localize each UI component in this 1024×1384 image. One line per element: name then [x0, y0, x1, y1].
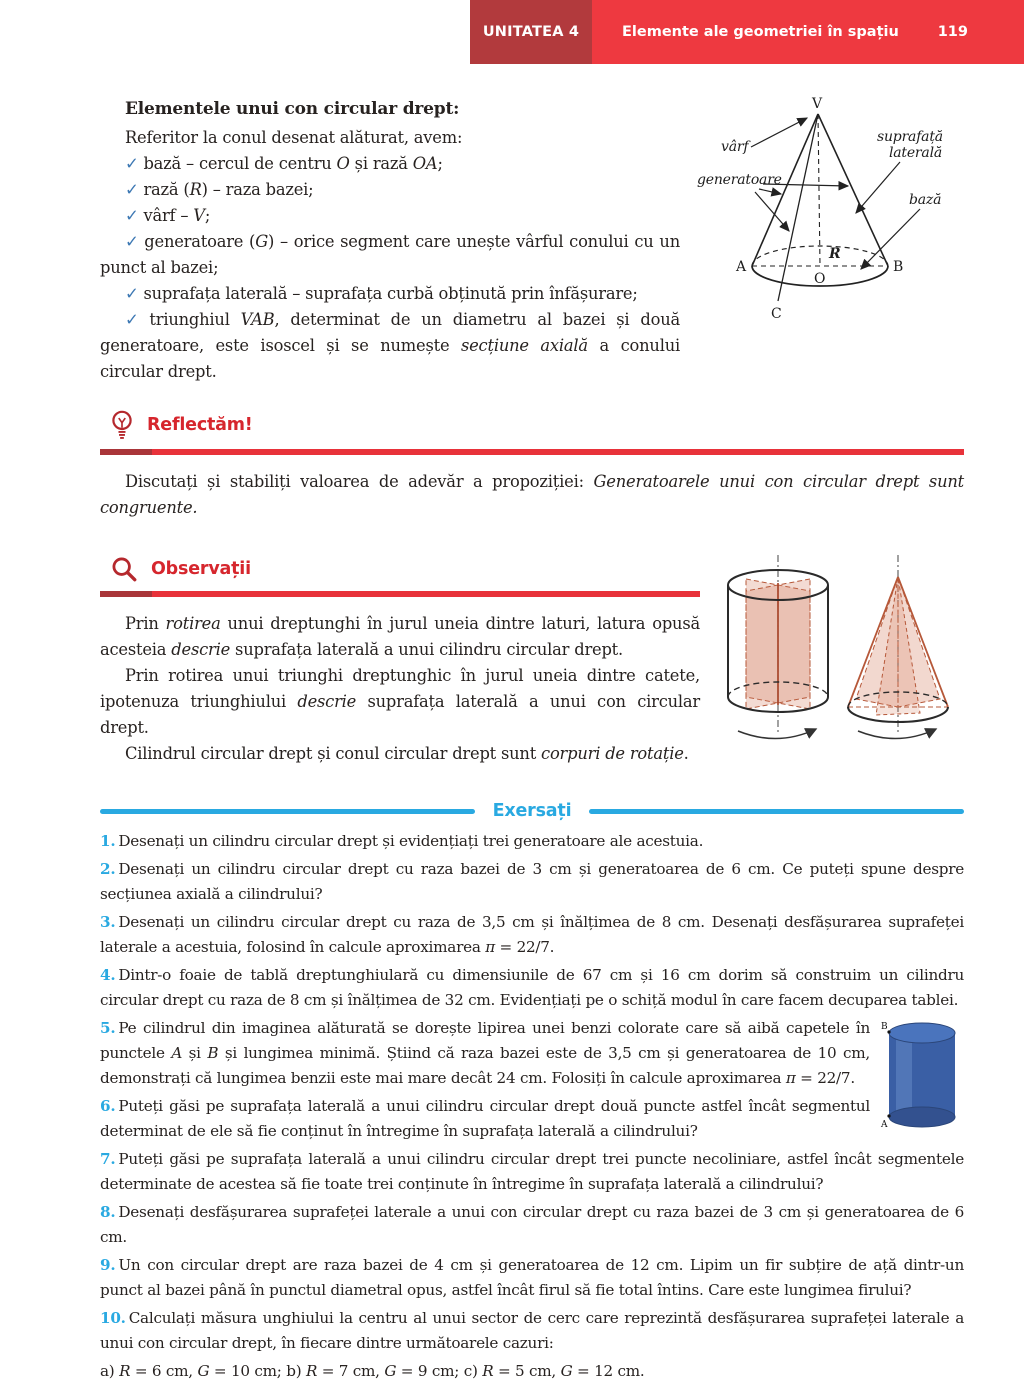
cone-label-laterala: laterală — [889, 145, 942, 161]
cone-diagram — [692, 94, 964, 332]
exercise-text: Calculați măsura unghiului la centru al unui sector de cerc care reprezintă desfășurarea suprafeței laterale a unui con circular drept, în fiecare dintre următoarele cazuri: — [100, 1309, 964, 1352]
exercise-item — [100, 1094, 964, 1144]
check-icon: ✓ — [125, 154, 139, 173]
intro-lead: Referitor la conul desenat alăturat, avem: — [125, 128, 463, 147]
exercise-cases: a) R = 6 cm, G = 10 cm; b) R = 7 cm, G = 9 cm; c) R = 5 cm, G = 12 cm. — [100, 1362, 645, 1380]
chapter-title: Elemente ale geometriei în spațiu — [622, 24, 899, 40]
exercise-number: 10. — [100, 1309, 126, 1327]
lightbulb-icon — [110, 409, 134, 441]
exercise-number: 1. — [100, 832, 116, 850]
exercise-number: 3. — [100, 913, 116, 931]
exercises-divider-left — [100, 809, 475, 814]
exercise-item — [100, 1200, 964, 1250]
reflect-title: Reflectăm! — [147, 415, 253, 435]
cone-label-r: R — [829, 246, 841, 262]
exercise-group-5-6 — [100, 1016, 964, 1144]
check-icon: ✓ — [125, 206, 139, 225]
exercise-item — [100, 1306, 964, 1356]
exercise-item — [100, 829, 964, 854]
cone-point-o: O — [814, 271, 826, 287]
rotation-diagram — [716, 549, 964, 757]
exercise-text: Un con circular drept are raza bazei de 4 cm și generatoarea de 12 cm. Lipim un fir subțire de ață dintr-un punct al bazei până în punctul diametral opus, astfel încât firul să fie total întins. Care este lungimea firului? — [100, 1256, 964, 1299]
exercises-list — [100, 829, 964, 1384]
reflect-divider — [100, 449, 964, 455]
unit-tab — [470, 0, 592, 64]
intro-item-text: bază – cercul de centru O și rază OA; — [143, 154, 443, 173]
exercise-item — [100, 1016, 964, 1091]
exercise-text: Dintr-o foaie de tablă dreptunghiulară cu dimensiunile de 67 cm și 16 cm dorim să construim un cilindru circular drept cu raza de 8 cm și înălțimea de 32 cm. Evidențiați pe o schiță modul în care facem decuparea tablei. — [100, 966, 964, 1009]
exercise-text: Puteți găsi pe suprafața laterală a unui cilindru circular drept două puncte astfel încât segmentul determinat de ele să fie conținut în întregime în suprafața laterală a cilindrului? — [100, 1097, 870, 1140]
cone-label-varf: vârf — [721, 139, 749, 155]
magnifier-icon — [110, 555, 138, 583]
reflect-header — [100, 409, 964, 441]
intro-section — [100, 96, 964, 385]
observation-paragraph: Prin rotirea unui dreptunghi în jurul uneia dintre laturi, latura opusă acesteia descrie suprafața laterală a unui cilindru circular drept. — [100, 614, 700, 659]
cone-point-c: C — [771, 306, 782, 322]
exercises-title: Exersați — [492, 801, 572, 821]
exercise-number: 9. — [100, 1256, 116, 1274]
divider-dark-segment — [100, 591, 152, 597]
unit-label: UNITATEA 4 — [482, 24, 580, 40]
reflect-text: Discutați și stabiliți valoarea de adevăr a propoziției: Generatoarele unui con circular drept sunt congruente. — [100, 472, 964, 517]
exercise-text: Desenați desfășurarea suprafeței laterale a unui con circular drept cu raza bazei de 3 cm și generatoarea de 6 cm. — [100, 1203, 964, 1246]
divider-dark-segment — [100, 449, 152, 455]
header-spacer — [0, 0, 470, 64]
exercise-text: Pe cilindrul din imaginea alăturată se dorește lipirea unei benzi colorate care să aibă capetele în punctele A și B și lungimea minimă. Știind că raza bazei este de 3,5 cm și generatoarea de 10 cm, demonstrați că lungimea benzii este mai mare decât 24 cm. Folosiți în calcule aproximarea π = 22/7. — [100, 1019, 871, 1087]
observations-divider — [100, 591, 700, 597]
exercises-divider-right — [589, 809, 964, 814]
exercise-number: 6. — [100, 1097, 116, 1115]
cone-point-a: A — [736, 259, 746, 275]
exercise-item — [100, 1253, 964, 1303]
exercise-number: 7. — [100, 1150, 116, 1168]
intro-title: Elementele unui con circular drept: — [125, 99, 460, 119]
observation-paragraph: Cilindrul circular drept și conul circular drept sunt corpuri de rotație. — [125, 744, 689, 763]
cone-label-generatoare: generatoare — [697, 172, 782, 188]
observations-header — [100, 555, 700, 583]
intro-item-text: triunghiul VAB, determinat de un diametru al bazei și două generatoare, este isoscel și se numește secțiune axială a conului circular drept. — [100, 310, 680, 381]
exercise-text: Desenați un cilindru circular drept și evidențiați trei generatoare ale acestuia. — [118, 832, 704, 850]
header-band — [592, 0, 1024, 64]
cylinder-label-b: B — [881, 1022, 888, 1032]
intro-item-text: suprafața laterală – suprafața curbă obținută prin înfășurare; — [143, 284, 638, 303]
exercise-item — [100, 1147, 964, 1197]
page-number: 119 — [937, 24, 968, 40]
observations-section — [100, 555, 964, 767]
exercise-number: 2. — [100, 860, 116, 878]
exercise-item — [100, 963, 964, 1013]
exercises-header — [100, 801, 964, 821]
observations-title: Observații — [151, 559, 251, 579]
page-header — [0, 0, 1024, 64]
exercises-section — [100, 801, 964, 1384]
check-icon: ✓ — [125, 180, 139, 199]
exercise-number: 5. — [100, 1019, 116, 1037]
check-icon: ✓ — [125, 310, 145, 329]
exercise-text: Puteți găsi pe suprafața laterală a unui cilindru circular drept trei puncte necoliniare, astfel încât segmentele determinate de acestea să fie toate trei conținute în întregime în suprafața laterală a cilindrului? — [100, 1150, 964, 1193]
intro-item-text: rază (R) – raza bazei; — [143, 180, 314, 199]
check-icon: ✓ — [125, 232, 140, 251]
exercise-number: 8. — [100, 1203, 116, 1221]
exercise-item — [100, 857, 964, 907]
cylinder-label-a: A — [881, 1120, 888, 1130]
exercise-text: Desenați un cilindru circular drept cu raza bazei de 3 cm și generatoarea de 6 cm. Ce puteți spune despre secțiunea axială a cilindrului? — [100, 860, 964, 903]
cone-point-v: V — [812, 96, 822, 112]
page-content — [0, 96, 1024, 1384]
intro-item-text: generatoare (G) – orice segment care unește vârful conului cu un punct al bazei; — [100, 232, 680, 277]
cone-label-baza: bază — [909, 192, 942, 208]
cone-label-suprafata: suprafață — [877, 129, 943, 145]
exercise-text: Desenați un cilindru circular drept cu raza de 3,5 cm și înălțimea de 8 cm. Desenați desfășurarea suprafeței laterale a acestuia, folosind în calcule aproximarea π = 22/7. — [100, 913, 964, 956]
check-icon: ✓ — [125, 284, 139, 303]
reflect-section — [100, 409, 964, 521]
blue-cylinder-figure — [880, 1019, 964, 1133]
exercise-item — [100, 910, 964, 960]
cone-point-b: B — [893, 259, 904, 275]
intro-item-text: vârf – V; — [143, 206, 211, 225]
exercise-number: 4. — [100, 966, 116, 984]
observation-paragraph: Prin rotirea unui triunghi dreptunghic în jurul uneia dintre catete, ipotenuza triunghiului descrie suprafața laterală a unui con circular drept. — [100, 666, 700, 737]
